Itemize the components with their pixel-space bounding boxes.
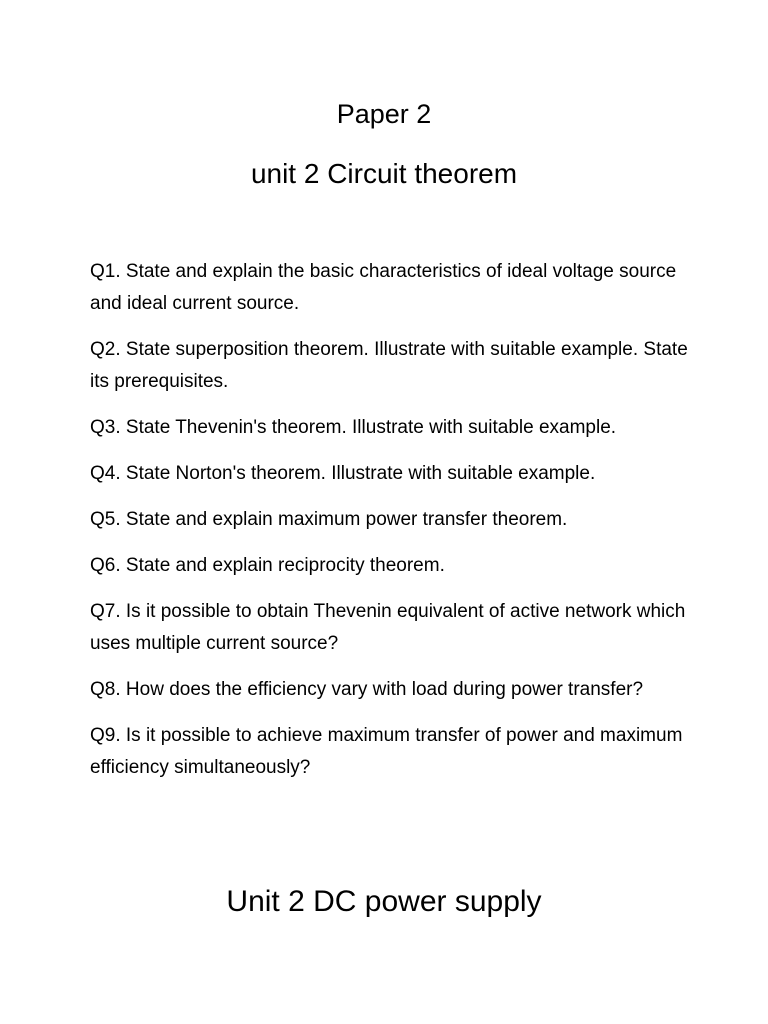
question-item: Q3. State Thevenin's theorem. Illustrate with suitable example. bbox=[90, 417, 617, 438]
question-item: Q5. State and explain maximum power transfer theorem. bbox=[90, 509, 568, 530]
question-item: Q2. State superposition theorem. Illustrate with suitable example. State its prerequisites. bbox=[90, 339, 688, 392]
question-item: Q6. State and explain reciprocity theorem. bbox=[90, 555, 445, 576]
question-item: Q8. How does the efficiency vary with load during power transfer? bbox=[90, 679, 644, 700]
section-title-dc-power-supply: Unit 2 DC power supply bbox=[226, 885, 542, 918]
question-list bbox=[90, 256, 690, 798]
unit-title: unit 2 Circuit theorem bbox=[250, 158, 518, 189]
paper-title: Paper 2 bbox=[336, 99, 432, 129]
question-item: Q9. Is it possible to achieve maximum transfer of power and maximum efficiency simultaneously? bbox=[90, 725, 683, 778]
question-item: Q4. State Norton's theorem. Illustrate with suitable example. bbox=[90, 463, 596, 484]
question-item: Q1. State and explain the basic characteristics of ideal voltage source and ideal current source. bbox=[90, 261, 677, 314]
question-item: Q7. Is it possible to obtain Thevenin equivalent of active network which uses multiple current source? bbox=[90, 601, 686, 654]
